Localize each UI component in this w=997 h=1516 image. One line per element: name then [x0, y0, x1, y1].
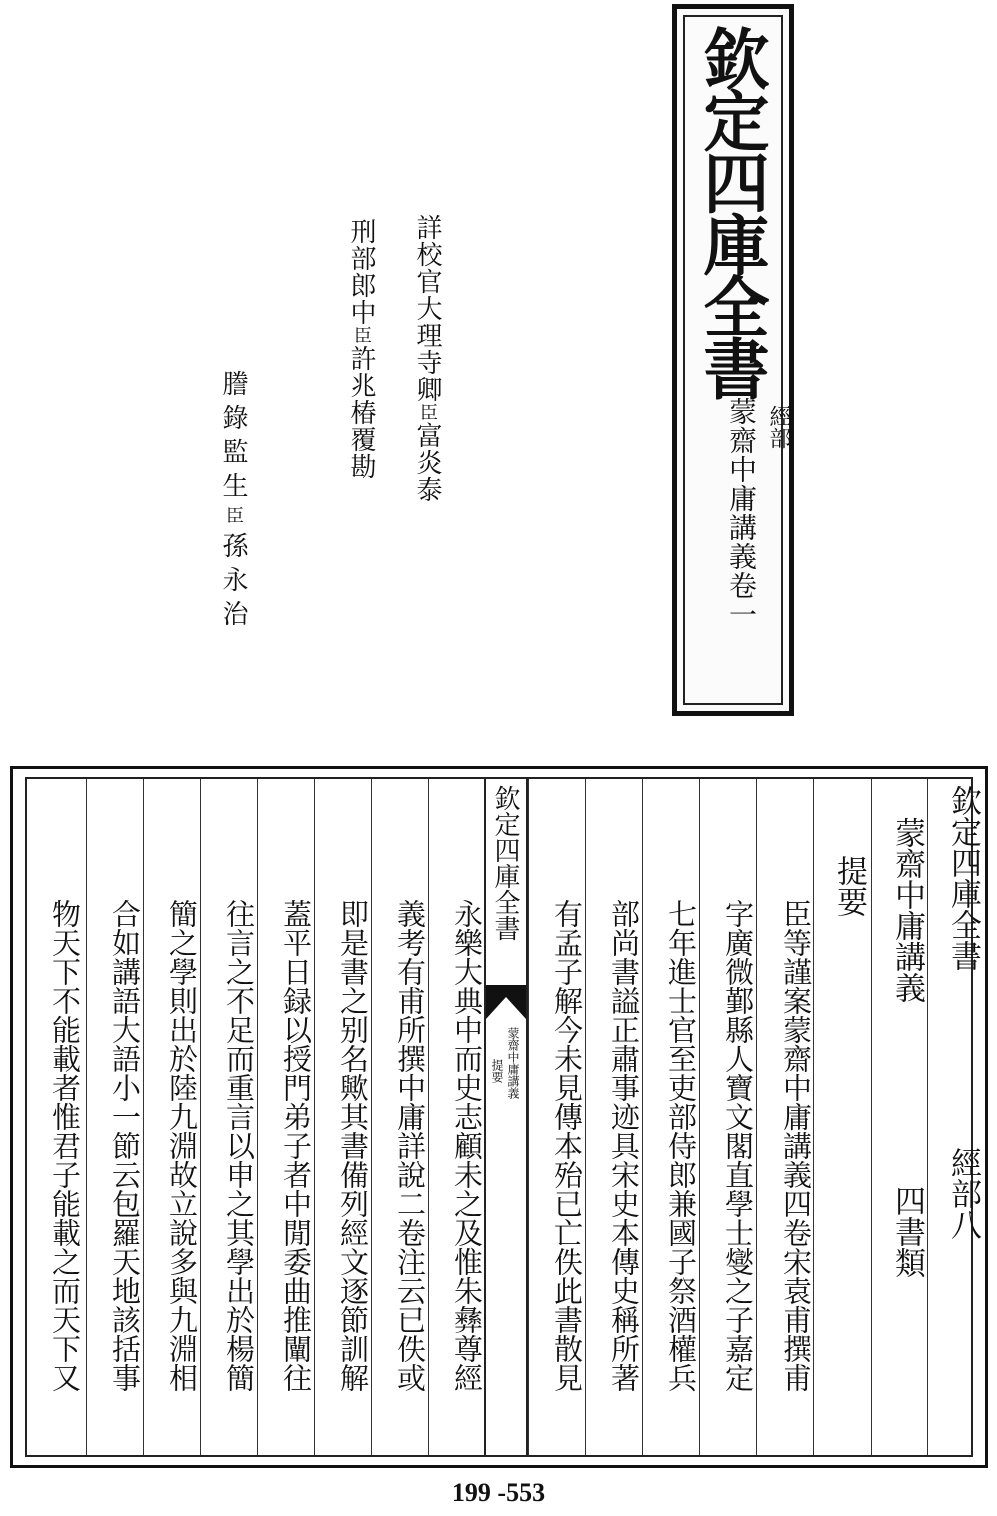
column-8-text: 有孟子解今未見傳本殆已亡佚此書散見	[550, 899, 584, 1392]
column-12-text: 蓋平日録以授門弟子者中閒委曲推闡往	[279, 899, 313, 1392]
column-6-text: 七年進士官至吏部侍郎兼國子祭酒權兵	[664, 899, 698, 1392]
column-11-text: 即是書之别名歟其書備列經文逐節訓解	[336, 899, 370, 1392]
page-frame	[10, 766, 988, 1468]
column-1	[927, 779, 979, 1455]
cover-label-box	[672, 4, 794, 716]
column-2	[871, 779, 927, 1455]
center-strip-section: 提要	[490, 1059, 504, 1083]
center-fold-strip	[484, 779, 528, 1455]
page-inner-border	[25, 777, 981, 1457]
cover-title: 欽定四庫全書	[692, 25, 770, 397]
center-strip-subtitle: 蒙齋中庸講義	[506, 1027, 520, 1099]
column-3	[813, 779, 871, 1455]
credit-proofreader	[412, 214, 442, 503]
header-section-label: 經部八	[945, 1147, 981, 1240]
column-1-text: 欽定四庫全書	[945, 785, 981, 971]
column-9	[428, 779, 484, 1455]
column-13	[200, 779, 257, 1455]
copyist-name: 孫永治	[218, 532, 248, 634]
column-15-text: 合如講語大語小一節云包羅天地該括事	[108, 899, 142, 1392]
column-4	[756, 779, 813, 1455]
copyist-rank: 臣	[223, 506, 244, 532]
reviewer-rank: 臣	[351, 326, 372, 345]
fish-tail-mark-icon	[486, 985, 526, 1019]
column-10	[371, 779, 428, 1455]
proofreader-rank: 臣	[417, 403, 438, 422]
page-number: 199 -553	[451, 1478, 546, 1507]
column-15	[86, 779, 143, 1455]
column-14	[143, 779, 200, 1455]
column-10-text: 義考有甫所撰中庸詳說二卷注云已佚或	[393, 899, 427, 1392]
center-strip-title: 欽定四庫全書	[490, 785, 520, 941]
credit-reviewer	[346, 218, 376, 480]
column-6	[642, 779, 699, 1455]
cover-book-title: 蒙齋中庸講義卷一	[725, 397, 758, 629]
column-3-text: 提要	[831, 855, 867, 917]
column-8	[528, 779, 585, 1455]
credit-copyist	[218, 370, 248, 634]
reviewer-name: 許兆椿覆勘	[346, 345, 376, 480]
column-11	[314, 779, 371, 1455]
proofreader-title: 詳校官大理寺卿	[412, 214, 442, 403]
column-4-text: 臣等謹案蒙齋中庸講義四卷宋袁甫撰甫	[779, 899, 813, 1392]
column-5	[699, 779, 756, 1455]
proofreader-name: 富炎泰	[412, 422, 442, 503]
column-12	[257, 779, 314, 1455]
column-13-text: 往言之不足而重言以申之其學出於楊簡	[222, 899, 256, 1392]
column-16	[27, 779, 86, 1455]
copyist-title: 謄錄監生	[218, 370, 248, 506]
column-5-text: 字廣微鄞縣人寶文閣直學士燮之子嘉定	[721, 899, 755, 1392]
header-category-label: 四書類	[889, 1185, 925, 1278]
column-2-text: 蒙齋中庸講義	[889, 817, 925, 1003]
column-7-text: 部尚書謚正肅事迹具宋史本傳史稱所著	[607, 899, 641, 1392]
reviewer-title: 刑部郎中	[346, 218, 376, 326]
cover-section: 經部	[766, 405, 791, 449]
column-7	[585, 779, 642, 1455]
column-9-text: 永樂大典中而史志顧未之及惟朱彝尊經	[450, 899, 484, 1392]
column-16-text: 物天下不能載者惟君子能載之而天下又	[48, 899, 82, 1392]
cover-label-inner-border	[683, 15, 791, 705]
column-14-text: 簡之學則出於陸九淵故立說多與九淵相	[165, 899, 199, 1392]
